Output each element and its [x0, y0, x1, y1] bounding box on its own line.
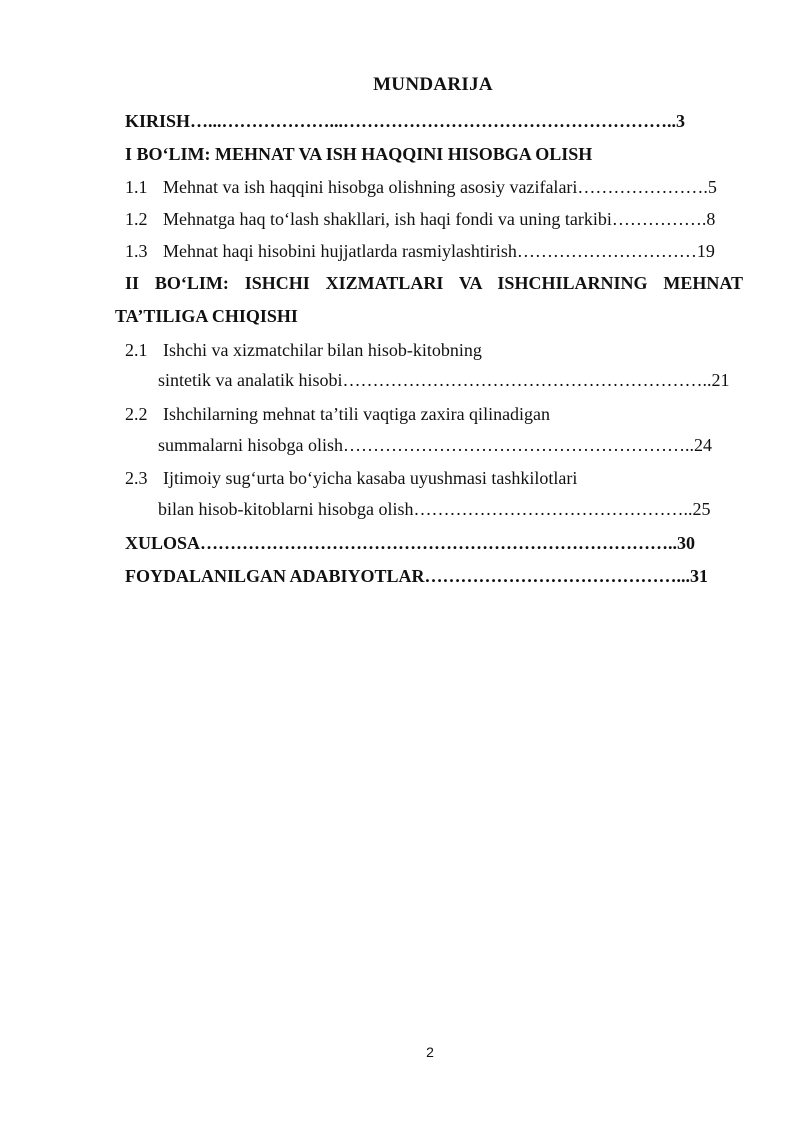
toc-entry-2-2-continuation: summalarni hisobga olish…………………………………………………..24 [158, 435, 712, 455]
toc-entry-2-3-continuation: bilan hisob-kitoblarni hisobga olish………………………………………..25 [158, 499, 711, 519]
toc-entry-number: 2.1 [125, 340, 148, 360]
toc-entry-text: Ijtimoiy sug‘urta bo‘yicha kasaba uyushmasi tashkilotlari [163, 468, 578, 488]
toc-entry-2-3 [125, 467, 577, 489]
toc-entry-2-1 [125, 339, 482, 361]
toc-entry-number: 1.1 [125, 177, 148, 197]
toc-entry-2-1-continuation: sintetik va analatik hisobi……………………………………………………..21 [158, 370, 730, 390]
toc-entry-1-3 [125, 240, 715, 262]
toc-entry-number: 2.3 [125, 468, 148, 488]
page-number: 2 [426, 1044, 434, 1060]
toc-entry-references: FOYDALANILGAN ADABIYOTLAR……………………………………...31 [125, 566, 709, 586]
toc-part1-title: I BO‘LIM: MEHNAT VA ISH HAQQINI HISOBGA OLISH [125, 144, 593, 164]
toc-entry-1-2 [125, 208, 715, 230]
toc-entry-2-2 [125, 403, 550, 425]
toc-entry-text: Mehnatga haq to‘lash shakllari, ish haqi fondi va uning tarkibi…………….8 [163, 209, 716, 229]
toc-entry-1-1 [125, 176, 717, 198]
toc-entry-text: Mehnat haqi hisobini hujjatlarda rasmiylashtirish…………………………19 [163, 241, 715, 261]
toc-entry-intro: KIRISH…...………………...………………………………………………..3 [125, 111, 686, 131]
toc-entry-conclusion: XULOSA……………………………………………………………………..30 [125, 533, 696, 553]
toc-entry-text: Ishchi va xizmatchilar bilan hisob-kitobning [163, 340, 482, 360]
toc-entry-number: 1.2 [125, 209, 148, 229]
page-title: MUNDARIJA [373, 74, 493, 95]
toc-entry-number: 2.2 [125, 404, 148, 424]
toc-entry-text: Mehnat va ish haqqini hisobga olishning asosiy vazifalari………………….5 [163, 177, 717, 197]
toc-entry-text: Ishchilarning mehnat ta’tili vaqtiga zaxira qilinadigan [163, 404, 551, 424]
toc-part2-title-line1: II BO‘LIM: ISHCHI XIZMATLARI VA ISHCHILARNING MEHNAT [125, 273, 743, 293]
toc-part2-title-line2: TA’TILIGA CHIQISHI [115, 306, 298, 326]
toc-entry-number: 1.3 [125, 241, 148, 261]
